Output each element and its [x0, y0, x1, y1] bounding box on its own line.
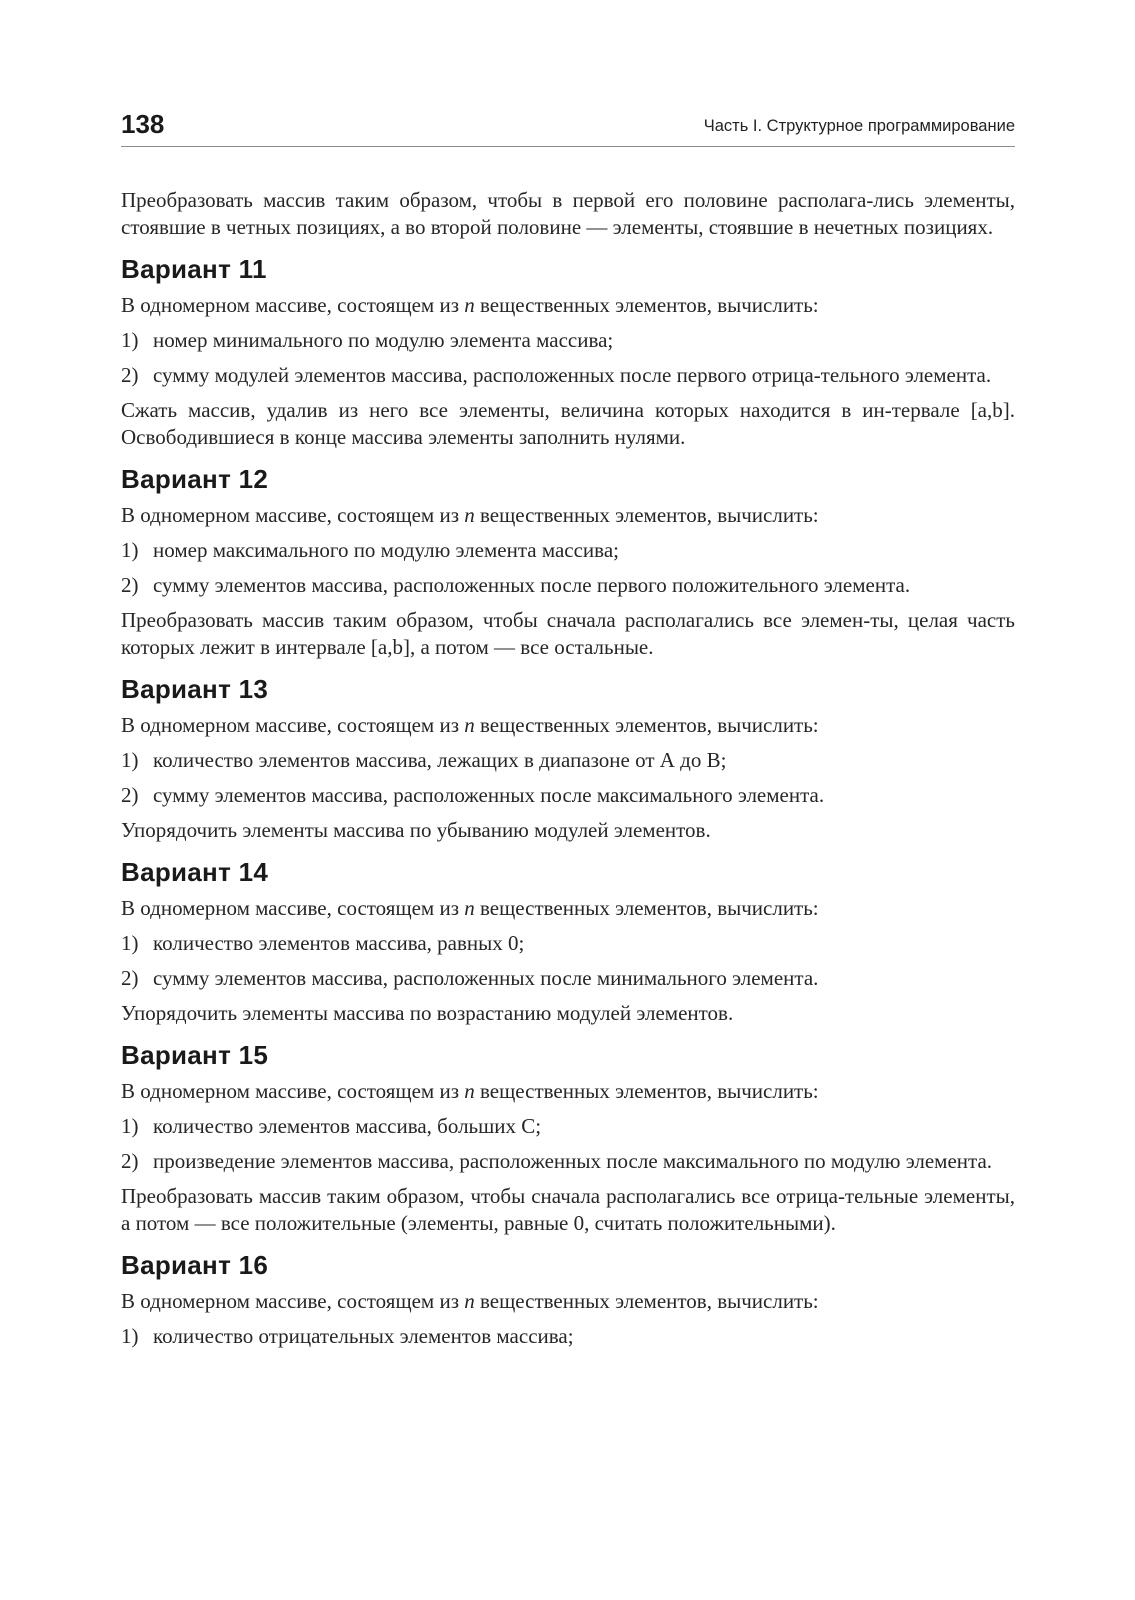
item-number: 1): [121, 1324, 139, 1348]
item-number: 1): [121, 748, 139, 772]
item-number: 1): [121, 1114, 139, 1138]
intro-paragraph: Преобразовать массив таким образом, чтобы в первой его половине располага-лись элементы, стоявшие в четных позициях, а во второй половине — элементы, стоявшие в нечетных позициях.: [121, 188, 1015, 239]
item-number: 2): [121, 966, 139, 990]
variant-title: Вариант 11: [121, 254, 267, 284]
item-text: номер минимального по модулю элемента массива;: [153, 328, 614, 352]
task-list: [121, 1113, 1015, 1175]
list-item: [121, 1323, 1015, 1350]
running-head: Часть I. Структурное программирование: [703, 117, 1015, 135]
variant-16: [121, 1250, 1015, 1350]
page-body: [121, 187, 1015, 1358]
task-list: [121, 327, 1015, 389]
variant-title: Вариант 13: [121, 674, 269, 704]
variant-task: Упорядочить элементы массива по возрастанию модулей элементов.: [121, 1001, 734, 1025]
variant-task: Упорядочить элементы массива по убыванию модулей элементов.: [121, 818, 711, 842]
list-item: [121, 1148, 1015, 1175]
list-item: [121, 1113, 1015, 1140]
variable-n: n: [464, 1079, 475, 1103]
variant-lead: В одномерном массиве, состоящем из n вещественных элементов, вычислить:: [121, 293, 819, 317]
item-number: 2): [121, 363, 139, 387]
variant-15: [121, 1040, 1015, 1237]
item-number: 2): [121, 783, 139, 807]
item-text: количество элементов массива, больших С;: [153, 1114, 542, 1138]
variant-lead: В одномерном массиве, состоящем из n вещественных элементов, вычислить:: [121, 896, 819, 920]
list-item: [121, 327, 1015, 354]
variant-task: Преобразовать массив таким образом, чтобы сначала располагались все элемен-ты, целая часть которых лежит в интервале [a,b], а потом — все остальные.: [121, 608, 1015, 659]
item-text: сумму модулей элементов массива, расположенных после первого отрица-тельного элемента.: [153, 363, 992, 387]
item-text: количество элементов массива, лежащих в диапазоне от А до В;: [153, 748, 727, 772]
list-item: [121, 362, 1015, 389]
variable-n: n: [464, 1289, 475, 1313]
variant-12: [121, 464, 1015, 661]
variant-title: Вариант 16: [121, 1250, 269, 1280]
item-number: 1): [121, 931, 139, 955]
list-item: [121, 782, 1015, 809]
variable-n: n: [464, 503, 475, 527]
item-text: произведение элементов массива, расположенных после максимального по модулю элемента.: [153, 1149, 993, 1173]
variant-task: Преобразовать массив таким образом, чтобы сначала располагались все отрица-тельные элементы, а потом — все положительные (элементы, равные 0, считать положительными).: [121, 1184, 1015, 1235]
item-number: 1): [121, 538, 139, 562]
item-text: сумму элементов массива, расположенных после минимального элемента.: [153, 966, 819, 990]
variant-title: Вариант 12: [121, 464, 269, 494]
item-text: количество элементов массива, равных 0;: [153, 931, 525, 955]
variable-n: n: [464, 293, 475, 317]
variant-lead: В одномерном массиве, состоящем из n вещественных элементов, вычислить:: [121, 1289, 819, 1313]
page-header: [121, 108, 1015, 147]
item-text: сумму элементов массива, расположенных после первого положительного элемента.: [153, 573, 911, 597]
list-item: [121, 930, 1015, 957]
variant-14: [121, 857, 1015, 1027]
item-number: 1): [121, 328, 139, 352]
variant-lead: В одномерном массиве, состоящем из n вещественных элементов, вычислить:: [121, 1079, 819, 1103]
task-list: [121, 537, 1015, 599]
item-number: 2): [121, 573, 139, 597]
variant-11: [121, 254, 1015, 451]
item-text: количество отрицательных элементов массива;: [153, 1324, 574, 1348]
list-item: [121, 747, 1015, 774]
variant-13: [121, 674, 1015, 844]
item-text: сумму элементов массива, расположенных после максимального элемента.: [153, 783, 825, 807]
item-number: 2): [121, 1149, 139, 1173]
list-item: [121, 965, 1015, 992]
variant-lead: В одномерном массиве, состоящем из n вещественных элементов, вычислить:: [121, 503, 819, 527]
task-list: [121, 747, 1015, 809]
list-item: [121, 572, 1015, 599]
variant-lead: В одномерном массиве, состоящем из n вещественных элементов, вычислить:: [121, 713, 819, 737]
variable-n: n: [464, 713, 475, 737]
item-text: номер максимального по модулю элемента массива;: [153, 538, 619, 562]
variant-task: Сжать массив, удалив из него все элементы, величина которых находится в ин-тервале [a,b]. Освободившиеся в конце массива элементы заполнить нулями.: [121, 398, 1015, 449]
variant-title: Вариант 14: [121, 857, 269, 887]
task-list: [121, 930, 1015, 992]
task-list: [121, 1323, 1015, 1350]
page-number: 138: [121, 109, 165, 139]
variant-title: Вариант 15: [121, 1040, 269, 1070]
variable-n: n: [464, 896, 475, 920]
list-item: [121, 537, 1015, 564]
